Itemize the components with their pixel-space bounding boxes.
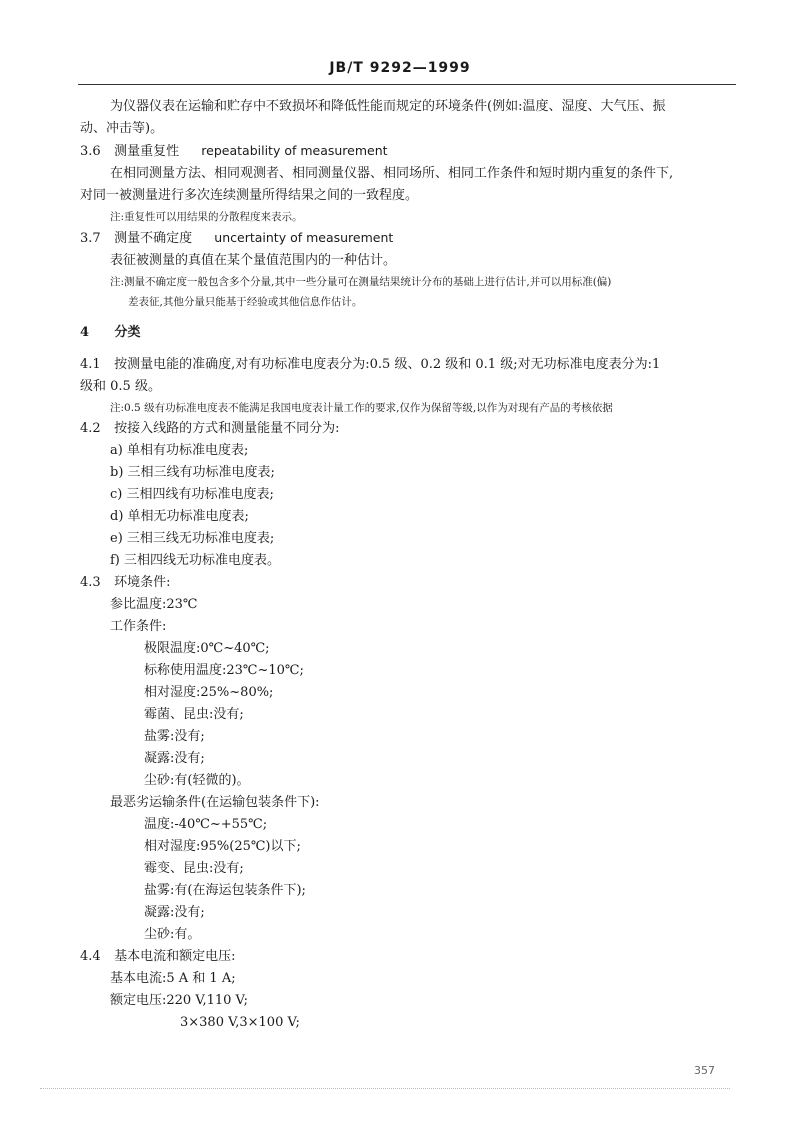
section-4-4 bbox=[80, 946, 740, 968]
list-item: 凝露:没有; bbox=[144, 905, 205, 920]
section-4-3 bbox=[80, 572, 740, 594]
list-item: 盐雾:没有; bbox=[144, 729, 205, 744]
section-number: 4.4 bbox=[80, 949, 101, 964]
list-item: 标称使用温度:23℃~10℃; bbox=[144, 663, 304, 678]
list-item: a) 单相有功标准电度表; bbox=[110, 443, 249, 458]
note-text: 注:测量不确定度一般包含多个分量,其中一些分量可在测量结果统计分布的基础上进行估计,并可以用标准(偏) bbox=[110, 276, 612, 288]
term-title-cn: 测量不确定度 bbox=[114, 231, 193, 246]
list-item: 极限温度:0℃~40℃; bbox=[144, 641, 270, 656]
base-current: 基本电流:5 A 和 1 A; bbox=[110, 971, 236, 986]
transport-conditions-label: 最恶劣运输条件(在运输包装条件下): bbox=[110, 795, 320, 810]
rated-voltage: 额定电压:220 V,110 V; bbox=[110, 993, 248, 1008]
list-item: 相对湿度:25%~80%; bbox=[144, 685, 274, 700]
chapter-number: 4 bbox=[80, 325, 90, 340]
paragraph-text: 动、冲击等)。 bbox=[80, 121, 164, 136]
note-text-cont: 差表征,其他分量只能基于经验或其他信息作估计。 bbox=[128, 296, 363, 308]
term-title-cn: 测量重复性 bbox=[114, 144, 180, 159]
section-3-7-heading bbox=[80, 227, 740, 250]
document-body bbox=[80, 96, 740, 1034]
chapter-title: 分类 bbox=[114, 325, 141, 340]
footer-rule bbox=[40, 1088, 730, 1089]
paragraph-text: 为仪器仪表在运输和贮存中不致损坏和降低性能而规定的环境条件(例如:温度、湿度、大气压、振 bbox=[110, 99, 666, 114]
paragraph-text: 按接入线路的方式和测量能量不同分为: bbox=[114, 421, 340, 436]
list-item: 尘砂:有。 bbox=[144, 927, 201, 942]
section-4-2 bbox=[80, 418, 740, 440]
paragraph-text: 环境条件: bbox=[114, 575, 171, 590]
paragraph-text: 对同一被测量进行多次连续测量所得结果之间的一致程度。 bbox=[80, 188, 419, 203]
list-item: 尘砂:有(轻微的)。 bbox=[144, 773, 250, 788]
section-number: 3.6 bbox=[80, 144, 101, 159]
list-item: 凝露:没有; bbox=[144, 751, 205, 766]
list-item: e) 三相三线无功标准电度表; bbox=[110, 531, 275, 546]
note-text: 注:0.5 级有功标准电度表不能满足我国电度表计量工作的要求,仅作为保留等级,以作为对现有产品的考核依据 bbox=[110, 402, 613, 414]
section-number: 4.2 bbox=[80, 421, 101, 436]
list-item: 相对湿度:95%(25℃)以下; bbox=[144, 839, 301, 854]
list-item: b) 三相三线有功标准电度表; bbox=[110, 465, 275, 480]
working-conditions-label: 工作条件: bbox=[110, 619, 167, 634]
page-header-standard-code: JB/T 9292—1999 bbox=[329, 60, 471, 76]
section-3-6-heading bbox=[80, 140, 740, 163]
term-title-en: uncertainty of measurement bbox=[214, 230, 394, 245]
paragraph-text: 表征被测量的真值在某个量值范围内的一种估计。 bbox=[110, 253, 397, 268]
rated-voltage-cont: 3×380 V,3×100 V; bbox=[180, 1015, 300, 1030]
chapter-4-heading bbox=[80, 322, 740, 344]
page-number: 357 bbox=[694, 1064, 715, 1077]
paragraph-text: 在相同测量方法、相同观测者、相同测量仪器、相同场所、相同工作条件和短时期内重复的条件下, bbox=[110, 166, 674, 181]
header-rule bbox=[78, 84, 736, 85]
list-item: 盐雾:有(在海运包装条件下); bbox=[144, 883, 306, 898]
list-item: 温度:-40℃~+55℃; bbox=[144, 817, 268, 832]
list-item: d) 单相无功标准电度表; bbox=[110, 509, 249, 524]
list-item: c) 三相四线有功标准电度表; bbox=[110, 487, 274, 502]
paragraph-text: 按测量电能的准确度,对有功标准电度表分为:0.5 级、0.2 级和 0.1 级;对无功标准电度表分为:1 bbox=[114, 357, 661, 372]
paragraph-text: 基本电流和额定电压: bbox=[114, 949, 236, 964]
list-item: 霉菌、昆虫:没有; bbox=[144, 707, 244, 722]
section-number: 3.7 bbox=[80, 231, 101, 246]
section-number: 4.1 bbox=[80, 357, 101, 372]
list-item: f) 三相四线无功标准电度表。 bbox=[110, 553, 281, 568]
paragraph-text: 级和 0.5 级。 bbox=[80, 379, 161, 394]
list-item: 霉变、昆虫:没有; bbox=[144, 861, 244, 876]
note-text: 注:重复性可以用结果的分散程度来表示。 bbox=[110, 211, 303, 223]
reference-temperature: 参比温度:23℃ bbox=[110, 597, 198, 612]
term-title-en: repeatability of measurement bbox=[201, 143, 388, 158]
section-4-1 bbox=[80, 354, 740, 376]
section-number: 4.3 bbox=[80, 575, 101, 590]
